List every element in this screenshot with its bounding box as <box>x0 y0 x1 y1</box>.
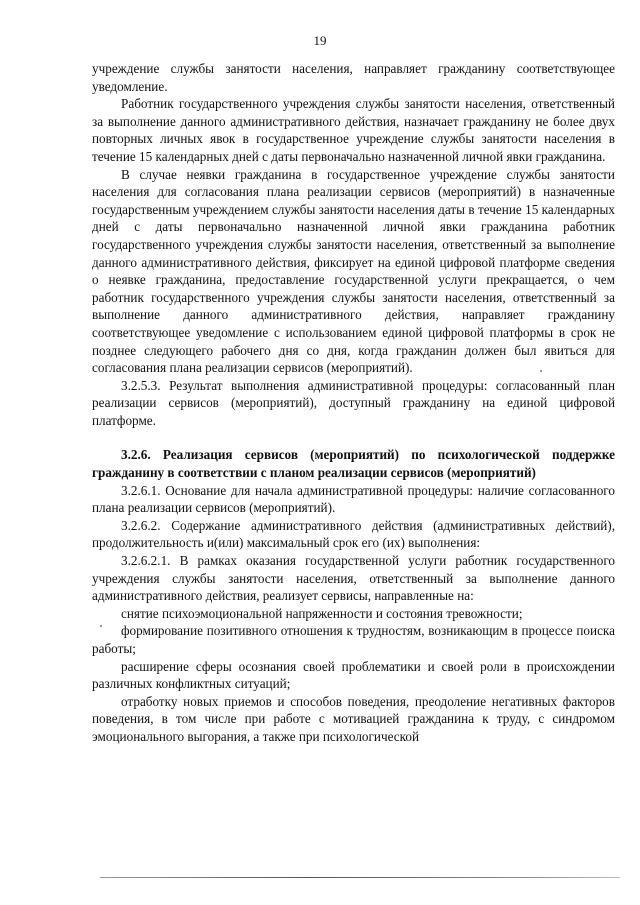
scan-artifact-dot <box>540 370 542 372</box>
paragraph: 3.2.6.2. Содержание административного действия (административных действий), продолжительность и(или) максимальный срок его (их) выполнения: <box>92 517 615 551</box>
paragraph: 3.2.6.2.1. В рамках оказания государственной услуги работник государственного учреждения службы занятости населения, ответственный за выполнение данного административного действия, реализует сервисы, направленные на: <box>92 553 615 604</box>
list-item: снятие психоэмоциональной напряженности и состояния тревожности; <box>121 605 523 621</box>
section-heading: 3.2.6. Реализация сервисов (мероприятий) по психологической поддержке гражданину в соответствии с планом реализации сервисов (мероприятий) <box>92 447 615 481</box>
document-body <box>92 60 615 746</box>
scan-artifact-line <box>100 877 620 878</box>
scan-artifact-dot <box>100 625 102 627</box>
paragraph: Работник государственного учреждения службы занятости населения, ответственный за выполнение данного административного действия, назначает гражданину не более двух повторных личных явок в государственное учреждение службы занятости населения в течение 15 календарных дней с даты первоначально назначенной личной явки гражданина. <box>92 96 615 164</box>
paragraph: 3.2.6.1. Основание для начала административной процедуры: наличие согласованного плана реализации сервисов (мероприятий). <box>92 482 615 516</box>
paragraph: В случае неявки гражданина в государственное учреждение службы занятости населения для согласования плана реализации сервисов (мероприятий) в назначенные государственным учреждением службы занятости населения даты в течение 15 календарных дней с даты первоначально назначенной личной явки гражданина работник государственного учреждения службы занятости населения, ответственный за выполнение данного административного действия, фиксирует на единой цифровой платформе сведения о неявке гражданина, предоставление государственной услуги прекращается, о чем работник государственного учреждения службы занятости населения, ответственный за выполнение данного административного действия, направляет гражданину соответствующее уведомление с использованием единой цифровой платформы в срок не позднее следующего рабочего дня со дня, когда гражданин должен был явиться для согласования плана реализации сервисов (мероприятий). <box>92 166 615 376</box>
list-item: формирование позитивного отношения к трудностям, возникающим в процессе поиска работы; <box>92 623 615 656</box>
page-number: 19 <box>313 33 327 48</box>
paragraph: учреждение службы занятости населения, направляет гражданину соответствующее уведомление. <box>92 61 615 94</box>
list-item: отработку новых приемов и способов поведения, преодоление негативных факторов поведения, в том числе при работе с мотивацией гражданина к труду, с синдромом эмоционального выгорания, а также при психологической <box>92 693 615 744</box>
list-item: расширение сферы осознания своей проблематики и своей роли в происхождении различных конфликтных ситуаций; <box>92 658 615 692</box>
paragraph: 3.2.5.3. Результат выполнения административной процедуры: согласованный план реализации сервисов (мероприятий), доступный гражданину на единой цифровой платформе. <box>92 377 615 428</box>
